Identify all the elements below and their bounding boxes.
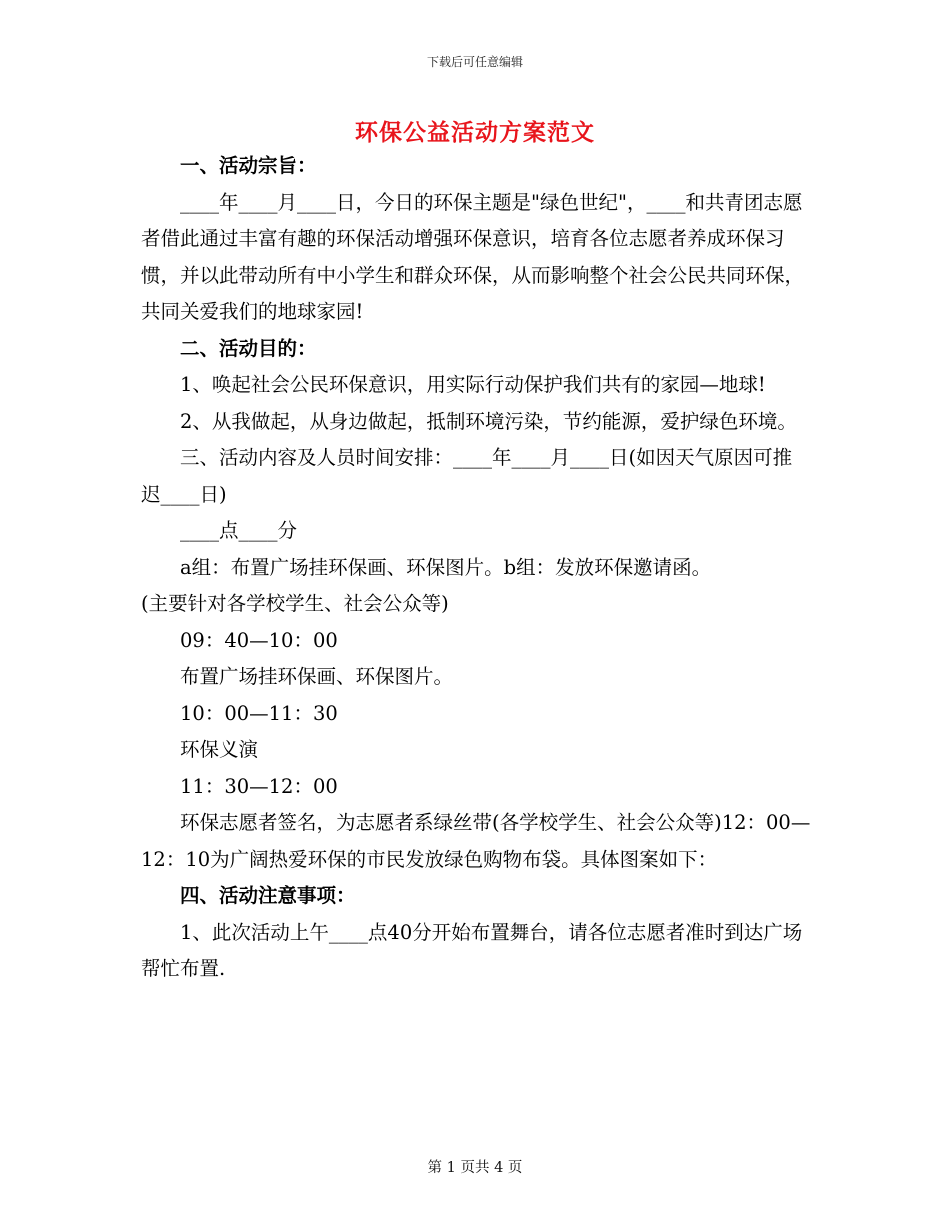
schedule-time-3: 11：30—12：00 [180,774,338,798]
section2-item-1: 1、唤起社会公民环保意识，用实际行动保护我们共有的家园—地球! [180,373,766,396]
schedule-desc-1: 布置广场挂环保画、环保图片。 [180,665,454,688]
header-note: 下载后可任意编辑 [426,55,523,69]
section2-item-2: 2、从我做起，从身边做起，抵制环境污染，节约能源，爱护绿色环境。 [180,409,797,433]
schedule-desc-3: 环保志愿者签名，为志愿者系绿丝带(各学校学生、社会公众等)12：00—12：10为广阔热爱环保的市民发放绿色购物布袋。具体图案如下： [141,811,811,871]
section3-groups-note: (主要针对各学校学生、社会公众等) [141,592,449,615]
schedule-desc-2: 环保义演 [180,738,259,761]
schedule-time-2: 10：00—11：30 [180,701,338,725]
schedule-time-1: 09：40—10：00 [180,628,338,652]
section1-heading: 一、活动宗旨： [180,154,317,177]
section3-groups: a组：布置广场挂环保画、环保图片。b组：发放环保邀请函。 [180,555,712,579]
document-title: 环保公益活动方案范文 [355,119,595,146]
page-number: 第 1 页共 4 页 [427,1160,523,1176]
section1-paragraph: ____年____月____日，今日的环保主题是"绿色世纪"，____和共青团志愿者借此通过丰富有趣的环保活动增强环保意识，培育各位志愿者养成环保习惯，并以此带动所有中小学生和群众环保，从而影响整个社会公民共同环保，共同关爱我们的地球家园! [141,190,805,323]
section4-heading: 四、活动注意事项： [180,884,356,907]
section3-heading-paragraph: 三、活动内容及人员时间安排：____年____月____日(如因天气原因可推迟____日) [141,446,793,506]
document-body [141,148,811,988]
section3-time-line: ____点____分 [180,519,298,542]
section2-heading: 二、活动目的： [180,336,317,360]
section4-item-1: 1、此次活动上午____点40分开始布置舞台，请各位志愿者准时到达广场帮忙布置. [141,920,803,980]
